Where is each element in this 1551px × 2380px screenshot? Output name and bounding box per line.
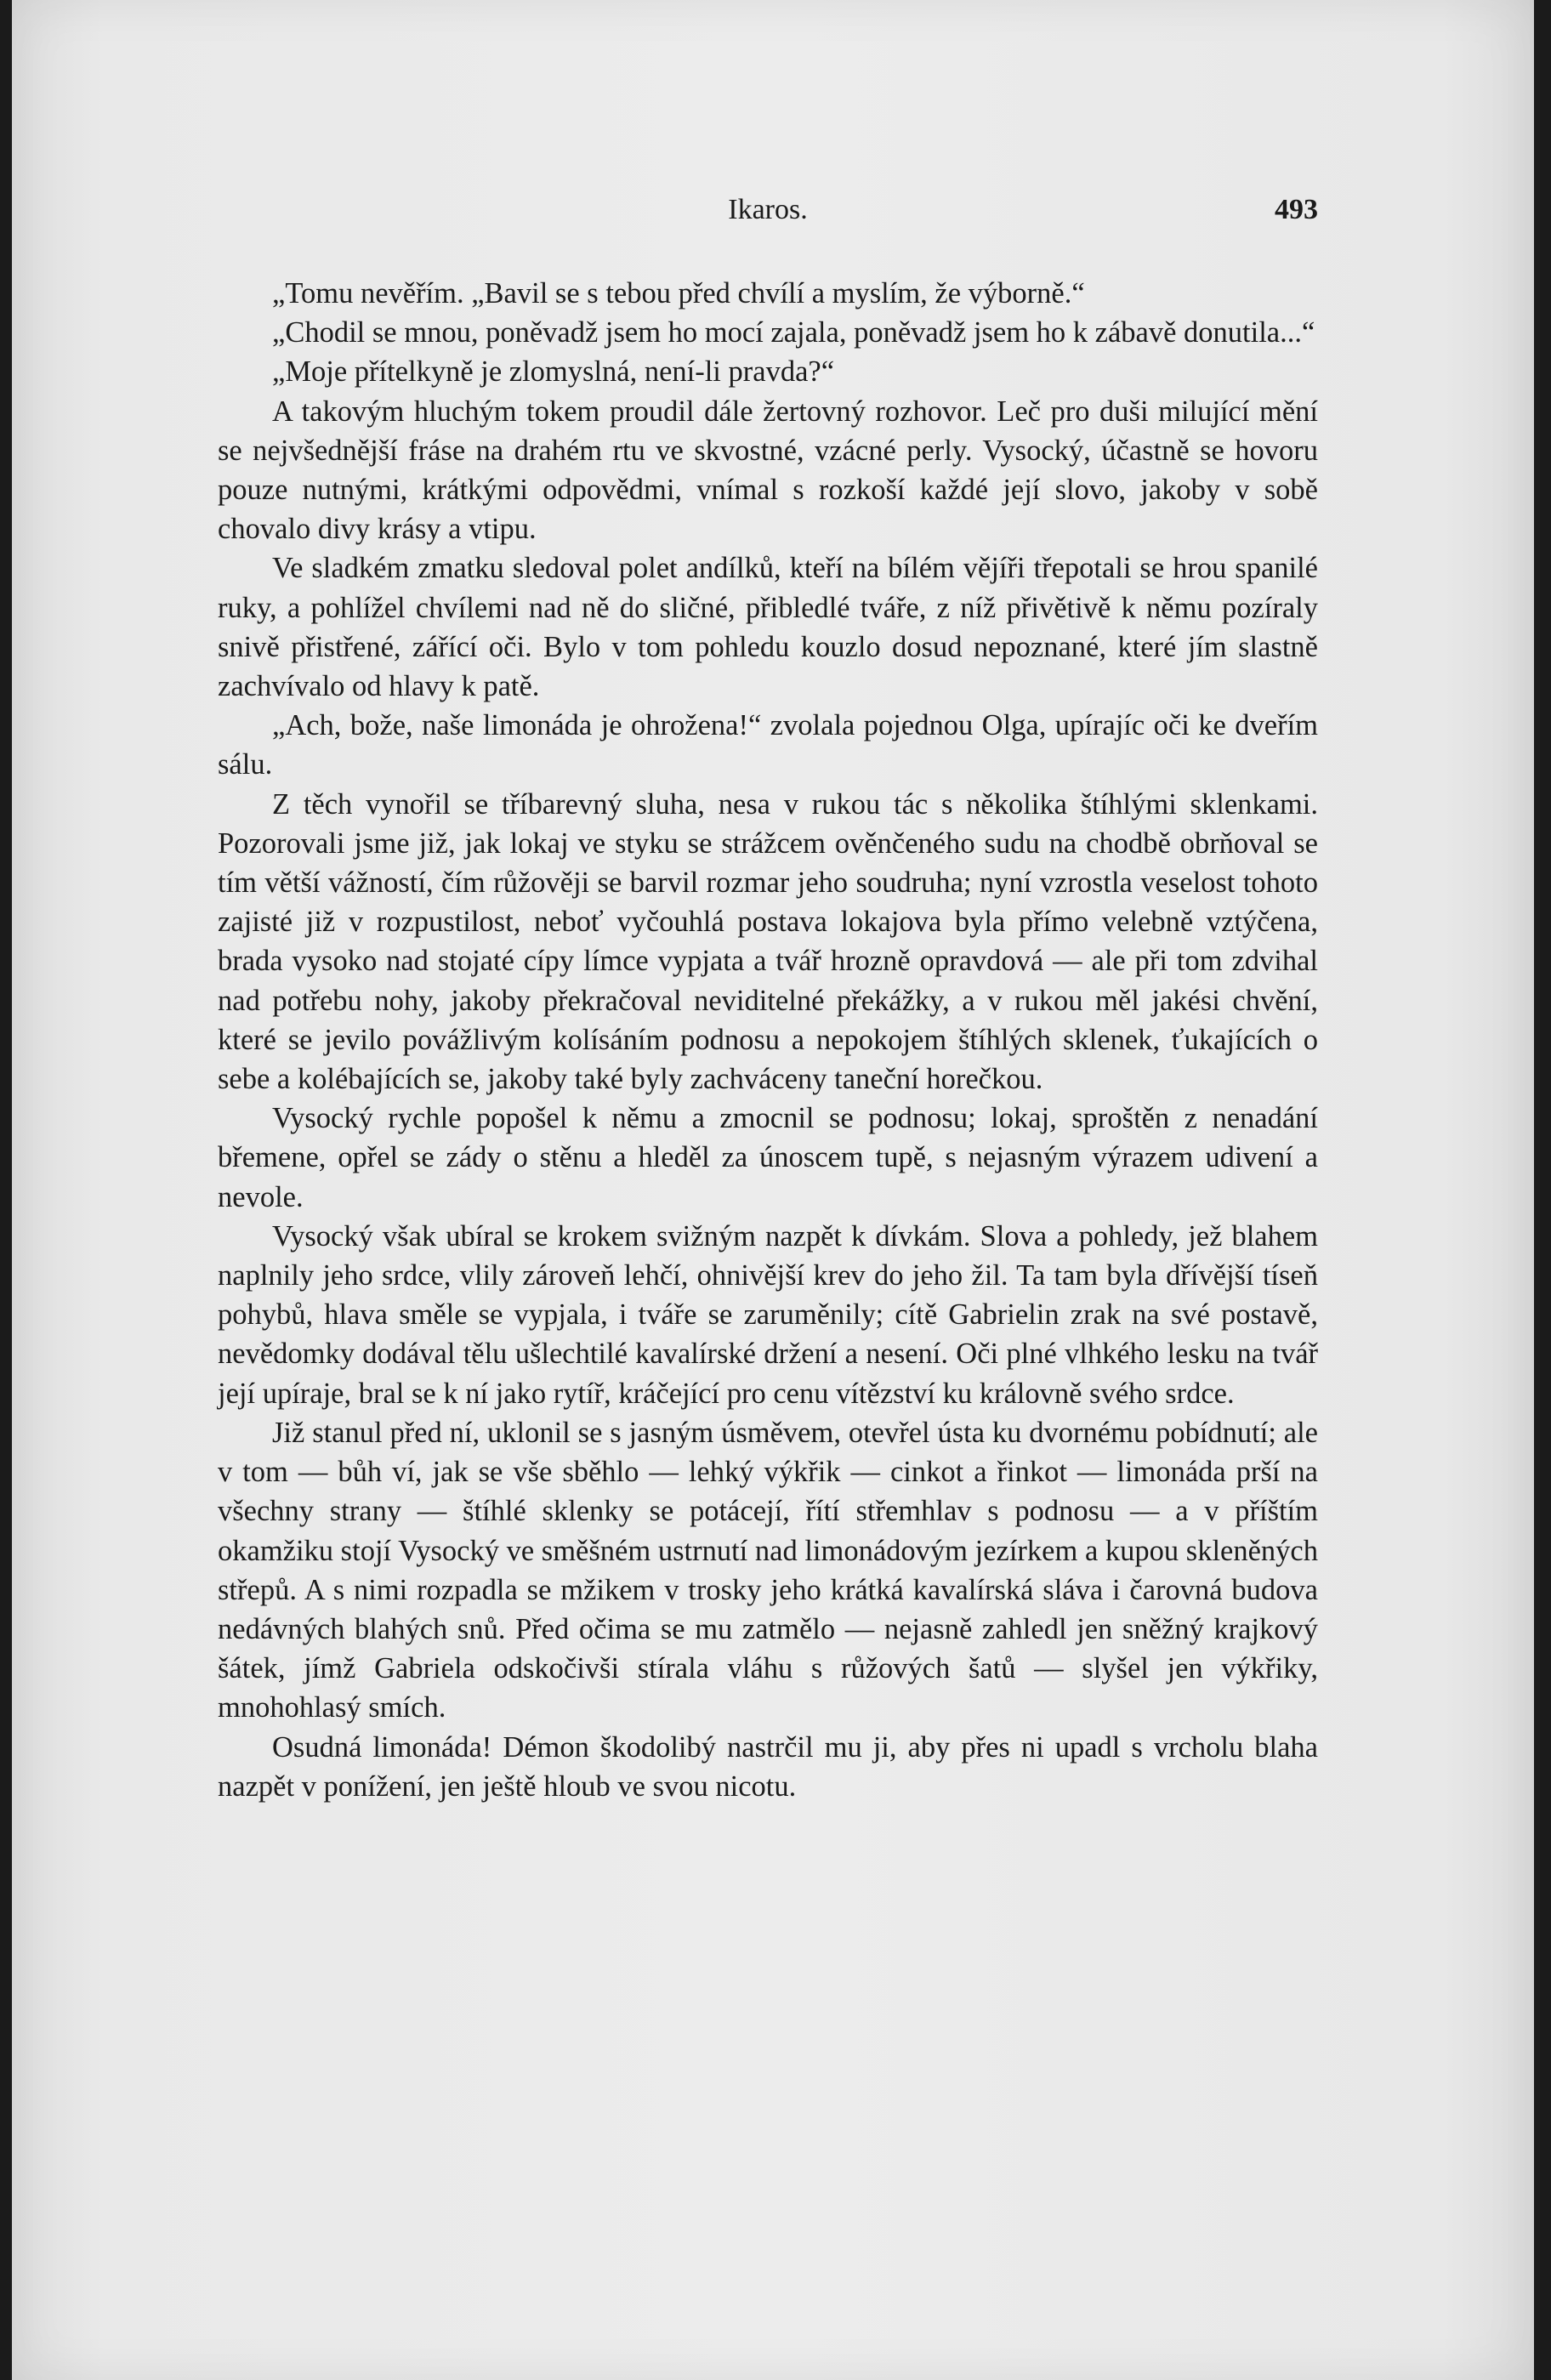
paragraph: A takovým hluchým tokem proudil dále žertovný rozhovor. Leč pro duši milující mění se nejvšednější fráse na drahém rtu ve skvostné, vzácné perly. Vysocký, účastně se hovoru pouze nutnými, krátkými odpovědmi, vnímal s rozkoší každé její slovo, jakoby v sobě chovalo divy krásy a vtipu.: [218, 395, 1318, 546]
paragraph: „Tomu nevěřím. „Bavil se s tebou před chvílí a myslím, že výborně.“: [272, 277, 1085, 310]
paragraph: Ve sladkém zmatku sledoval polet andílků, kteří na bílém vějíři třepotali se hrou spanilé ruky, a pohlížel chvílemi nad ně do sličné, přibledlé tváře, z níž přivětivě k němu pozíraly snivě přistřené, zářící oči. Bylo v tom pohledu kouzlo dosud nepoznané, které jím slastně zachvívalo od hlavy k patě.: [218, 552, 1318, 703]
running-title: Ikaros.: [728, 194, 808, 225]
book-page: [12, 0, 1534, 2380]
paragraph: Již stanul před ní, uklonil se s jasným úsměvem, otevřel ústa ku dvornému pobídnutí; ale v tom — bůh ví, jak se vše sběhlo — lehký výkřik — cinkot a řinkot — limonáda prší na všechny strany — štíhlé sklenky se potácejí, řítí střemhlav s podnosu — a v příštím okamžiku stojí Vysocký ve směšném ustrnutí nad limonádovým jezírkem a kupou skleněných střepů. A s nimi rozpadla se mžikem v trosky jeho krátká kavalírská sláva i čarovná budova nedávných blahých snů. Před očima se mu zatmělo — nejasně zahledl jen sněžný krajkový šátek, jímž Gabriela odskočivši stírala vláhu s růžových šatů — slyšel jen výkřiky, mnohohlasý smích.: [218, 1416, 1318, 1724]
paragraph: Z těch vynořil se tříbarevný sluha, nesa v rukou tác s několika štíhlými sklenkami. Pozorovali jsme již, jak lokaj ve styku se strážcem ověnčeného sudu na chodbě obrňoval se tím větší vážností, čím růžověji se barvil rozmar jeho soudruha; nyní vzrostla veselost tohoto zajisté již v rozpustilost, neboť vyčouhlá postava lokajova byla přímo velebně vztýčena, brada vysoko nad stojaté cípy límce vypjata a tvář hrozně opravdová — ale při tom zdvihal nad potřebu nohy, jakoby překračoval neviditelné překážky, a v rukou měl jakési chvění, které se jevilo povážlivým kolísáním podnosu a nepokojem štíhlých sklenek, ťukajících o sebe a kolébajících se, jakoby také byly zachváceny taneční horečkou.: [218, 787, 1318, 1096]
paragraph: „Moje přítelkyně je zlomyslná, není-li pravda?“: [272, 355, 835, 389]
paragraph: Vysocký rychle popošel k němu a zmocnil se podnosu; lokaj, sproštěn z nenadání břemene, opřel se zády o stěnu a hleděl za únoscem tupě, s nejasným výrazem udivení a nevole.: [218, 1102, 1318, 1213]
paragraph: Osudná limonáda! Démon škodolibý nastrčil mu ji, aby přes ni upadl s vrcholu blaha nazpět v ponížení, jen ještě hloub ve svou nicotu.: [218, 1730, 1318, 1803]
body-text: [218, 274, 1318, 1806]
page-header: [218, 194, 1318, 238]
paragraph: Vysocký však ubíral se krokem svižným nazpět k dívkám. Slova a pohledy, jež blahem naplnily jeho srdce, vlily zároveň lehčí, ohnivější krev do jeho žil. Ta tam byla dřívější tíseň pohybů, hlava směle se vypjala, i tváře se zaruměnily; cítě Gabrielin zrak na své postavě, nevědomky dodával tělu ušlechtilé kavalírské držení a nesení. Oči plné vlhkého lesku na tvář její upíraje, bral se k ní jako rytíř, kráčející pro cenu vítězství ku královně svého srdce.: [218, 1219, 1318, 1410]
paragraph: „Chodil se mnou, poněvadž jsem ho mocí zajala, poněvadž jsem ho k zábavě donutila...“: [272, 316, 1315, 349]
paragraph: „Ach, bože, naše limonáda je ohrožena!“ zvolala pojednou Olga, upírajíc oči ke dveřím sálu.: [218, 709, 1318, 781]
page-number: 493: [1275, 194, 1318, 225]
